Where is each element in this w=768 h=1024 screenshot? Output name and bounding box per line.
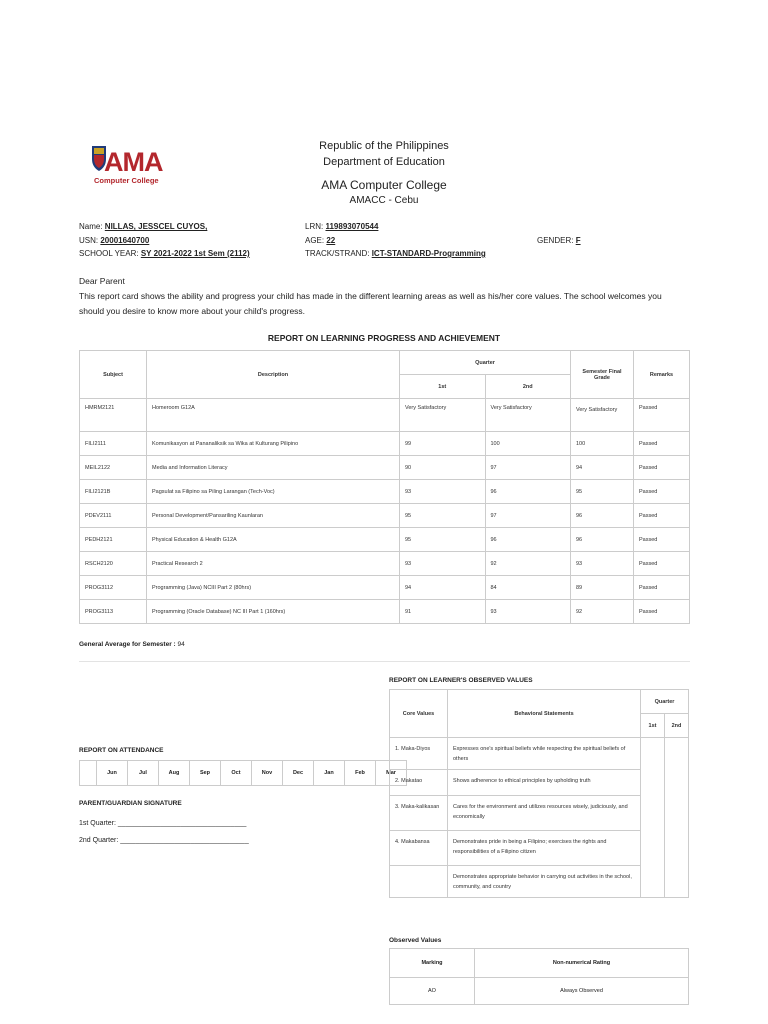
marking: AO bbox=[390, 978, 475, 1005]
grade-q1: Very Satisfactory bbox=[400, 399, 486, 432]
col-marking: Marking bbox=[390, 949, 475, 978]
month-header: Mar bbox=[376, 761, 407, 786]
student-name: NILLAS, JESSCEL CUYOS, bbox=[104, 222, 208, 231]
col-values-quarter: Quarter bbox=[641, 690, 689, 714]
table-row bbox=[80, 480, 690, 504]
signature-title: PARENT/GUARDIAN SIGNATURE bbox=[79, 800, 182, 807]
header-school: AMA Computer College bbox=[321, 178, 447, 192]
subject-description: Media and Information Literacy bbox=[147, 456, 400, 480]
table-row bbox=[80, 552, 690, 576]
progress-table bbox=[79, 350, 690, 624]
behavioral-statement: Demonstrates pride in being a Filipino; exercises the rights and responsibilities of a Filipino citizen bbox=[448, 831, 641, 866]
subject-description: Physical Education & Health G12A bbox=[147, 528, 400, 552]
grade-q2: 97 bbox=[485, 456, 571, 480]
header-department: Department of Education bbox=[323, 156, 445, 168]
lrn-row bbox=[305, 222, 378, 231]
general-average-value: 94 bbox=[177, 641, 185, 648]
col-subject: Subject bbox=[80, 351, 147, 399]
table-row bbox=[390, 738, 689, 770]
month-header: Jul bbox=[128, 761, 159, 786]
subject-description: Komunikasyon at Pananaliksik sa Wika at Kulturang Pilipino bbox=[147, 432, 400, 456]
general-average-label: General Average for Semester : bbox=[79, 641, 176, 648]
behavioral-statement: Expresses one's spiritual beliefs while respecting the spiritual beliefs of others bbox=[448, 738, 641, 770]
table-row bbox=[80, 528, 690, 552]
grade-q1: 91 bbox=[400, 600, 486, 624]
attendance-table bbox=[79, 760, 407, 786]
table-row bbox=[80, 600, 690, 624]
final-grade: 94 bbox=[571, 456, 634, 480]
svg-text:AMA: AMA bbox=[104, 147, 163, 177]
salutation: Dear Parent bbox=[79, 276, 125, 286]
student-usn-row bbox=[79, 236, 149, 245]
lrn-label: LRN: bbox=[305, 222, 324, 231]
month-header: Jan bbox=[314, 761, 345, 786]
student-usn: 20001640700 bbox=[100, 236, 150, 245]
school-year: SY 2021-2022 1st Sem (2112) bbox=[140, 249, 250, 258]
subject-description: Programming (Oracle Database) NC III Part 1 (160hrs) bbox=[147, 600, 400, 624]
col-statements: Behavioral Statements bbox=[448, 690, 641, 738]
col-description: Description bbox=[147, 351, 400, 399]
letter-body: This report card shows the ability and progress your child has made in the different learning areas as well as his/her core values. The school welcomes you should you desire to know more about your child's progress. bbox=[79, 291, 662, 316]
grade-q2: 93 bbox=[485, 600, 571, 624]
table-row bbox=[80, 432, 690, 456]
month-header: Dec bbox=[283, 761, 314, 786]
col-q1: 1st bbox=[400, 375, 486, 399]
rating: Always Observed bbox=[475, 978, 689, 1005]
behavioral-statement: Cares for the environment and utilizes resources wisely, judiciously, and economically bbox=[448, 796, 641, 831]
month-header: Feb bbox=[345, 761, 376, 786]
final-grade: 92 bbox=[571, 600, 634, 624]
final-grade: 100 bbox=[571, 432, 634, 456]
col-values-q2: 2nd bbox=[665, 714, 689, 738]
age-row bbox=[305, 236, 335, 245]
col-rating: Non-numerical Rating bbox=[475, 949, 689, 978]
core-value: 4. Makabansa bbox=[390, 831, 448, 866]
subject-code: RSCH2120 bbox=[80, 552, 147, 576]
remarks: Passed bbox=[634, 600, 690, 624]
gender-label: GENDER: bbox=[537, 236, 574, 245]
subject-code: MEIL2122 bbox=[80, 456, 147, 480]
remarks: Passed bbox=[634, 399, 690, 432]
final-grade: 89 bbox=[571, 576, 634, 600]
name-label: Name: bbox=[79, 222, 103, 231]
observed-table bbox=[389, 948, 689, 1005]
table-row bbox=[80, 504, 690, 528]
table-row bbox=[80, 399, 690, 432]
signature-q2: 2nd Quarter: _________________________________ bbox=[79, 837, 249, 844]
core-value: 1. Maka-Diyos bbox=[390, 738, 448, 770]
grade-q1: 95 bbox=[400, 504, 486, 528]
col-q2: 2nd bbox=[485, 375, 571, 399]
attendance-title: REPORT ON ATTENDANCE bbox=[79, 747, 164, 754]
table-row bbox=[80, 576, 690, 600]
col-remarks: Remarks bbox=[634, 351, 690, 399]
final-grade: 93 bbox=[571, 552, 634, 576]
remarks: Passed bbox=[634, 480, 690, 504]
col-values-q1: 1st bbox=[641, 714, 665, 738]
grade-q1: 93 bbox=[400, 552, 486, 576]
student-name-row bbox=[79, 222, 207, 231]
subject-code: PROG3112 bbox=[80, 576, 147, 600]
observed-title: Observed Values bbox=[389, 937, 442, 944]
col-quarter: Quarter bbox=[400, 351, 571, 375]
grade-q1: 99 bbox=[400, 432, 486, 456]
month-header: Nov bbox=[252, 761, 283, 786]
month-header: Jun bbox=[97, 761, 128, 786]
month-header: Sep bbox=[190, 761, 221, 786]
grade-q2: Very Satisfactory bbox=[485, 399, 571, 432]
final-grade: Very Satisfactory bbox=[571, 399, 634, 432]
values-table bbox=[389, 689, 689, 898]
behavioral-statement: Demonstrates appropriate behavior in carrying out activities in the school, community, and country bbox=[448, 866, 641, 898]
final-grade: 96 bbox=[571, 504, 634, 528]
student-age: 22 bbox=[326, 236, 336, 245]
subject-description: Homeroom G12A bbox=[147, 399, 400, 432]
grade-q2: 92 bbox=[485, 552, 571, 576]
col-final: Semester Final Grade bbox=[571, 351, 634, 399]
remarks: Passed bbox=[634, 432, 690, 456]
core-value bbox=[390, 866, 448, 898]
table-row bbox=[390, 978, 689, 1005]
subject-code: PEDH2121 bbox=[80, 528, 147, 552]
core-value: 3. Maka-kalikasan bbox=[390, 796, 448, 831]
track-label: TRACK/STRAND: bbox=[305, 249, 370, 258]
grade-q1: 94 bbox=[400, 576, 486, 600]
final-grade: 96 bbox=[571, 528, 634, 552]
grade-q2: 100 bbox=[485, 432, 571, 456]
grade-q1: 95 bbox=[400, 528, 486, 552]
month-header: Oct bbox=[221, 761, 252, 786]
school-year-row bbox=[79, 249, 250, 258]
grade-q2: 96 bbox=[485, 528, 571, 552]
header-branch: AMACC - Cebu bbox=[349, 195, 419, 206]
age-label: AGE: bbox=[305, 236, 325, 245]
grade-q2: 84 bbox=[485, 576, 571, 600]
header-republic: Republic of the Philippines bbox=[319, 140, 449, 152]
subject-description: Personal Development/Pansariling Kaunlaran bbox=[147, 504, 400, 528]
behavioral-statement: Shows adherence to ethical principles by upholding truth bbox=[448, 770, 641, 796]
progress-title: REPORT ON LEARNING PROGRESS AND ACHIEVEMENT bbox=[267, 333, 501, 343]
subject-description: Practical Research 2 bbox=[147, 552, 400, 576]
month-header: Aug bbox=[159, 761, 190, 786]
remarks: Passed bbox=[634, 528, 690, 552]
subject-code: HMRM2121 bbox=[80, 399, 147, 432]
col-core-values: Core Values bbox=[390, 690, 448, 738]
usn-label: USN: bbox=[79, 236, 99, 245]
gender-row bbox=[537, 236, 581, 245]
divider bbox=[79, 661, 690, 662]
subject-code: PROG3113 bbox=[80, 600, 147, 624]
student-gender: F bbox=[575, 236, 581, 245]
subject-description: Programming (Java) NCIII Part 2 (80hrs) bbox=[147, 576, 400, 600]
general-average bbox=[79, 641, 185, 648]
subject-code: PDEV2111 bbox=[80, 504, 147, 528]
core-value: 2. Makatao bbox=[390, 770, 448, 796]
value-rating-q2 bbox=[665, 738, 689, 898]
value-rating-q1 bbox=[641, 738, 665, 898]
attendance-blank-cell bbox=[80, 761, 97, 786]
final-grade: 95 bbox=[571, 480, 634, 504]
subject-code: FILI2111 bbox=[80, 432, 147, 456]
student-lrn: 119893070544 bbox=[325, 222, 379, 231]
values-title: REPORT ON LEARNER'S OBSERVED VALUES bbox=[389, 677, 533, 684]
signature-q1: 1st Quarter: _________________________________ bbox=[79, 820, 247, 827]
sy-label: SCHOOL YEAR: bbox=[79, 249, 139, 258]
track-row bbox=[305, 249, 486, 258]
remarks: Passed bbox=[634, 552, 690, 576]
subject-code: FILI2121B bbox=[80, 480, 147, 504]
grade-q2: 96 bbox=[485, 480, 571, 504]
remarks: Passed bbox=[634, 456, 690, 480]
subject-description: Pagsulat sa Filipino sa Piling Larangan (Tech-Voc) bbox=[147, 480, 400, 504]
remarks: Passed bbox=[634, 504, 690, 528]
grade-q1: 90 bbox=[400, 456, 486, 480]
grade-q2: 97 bbox=[485, 504, 571, 528]
logo-subtitle: Computer College bbox=[94, 176, 159, 185]
remarks: Passed bbox=[634, 576, 690, 600]
student-track: ICT-STANDARD-Programming bbox=[371, 249, 486, 258]
table-row bbox=[80, 456, 690, 480]
grade-q1: 93 bbox=[400, 480, 486, 504]
